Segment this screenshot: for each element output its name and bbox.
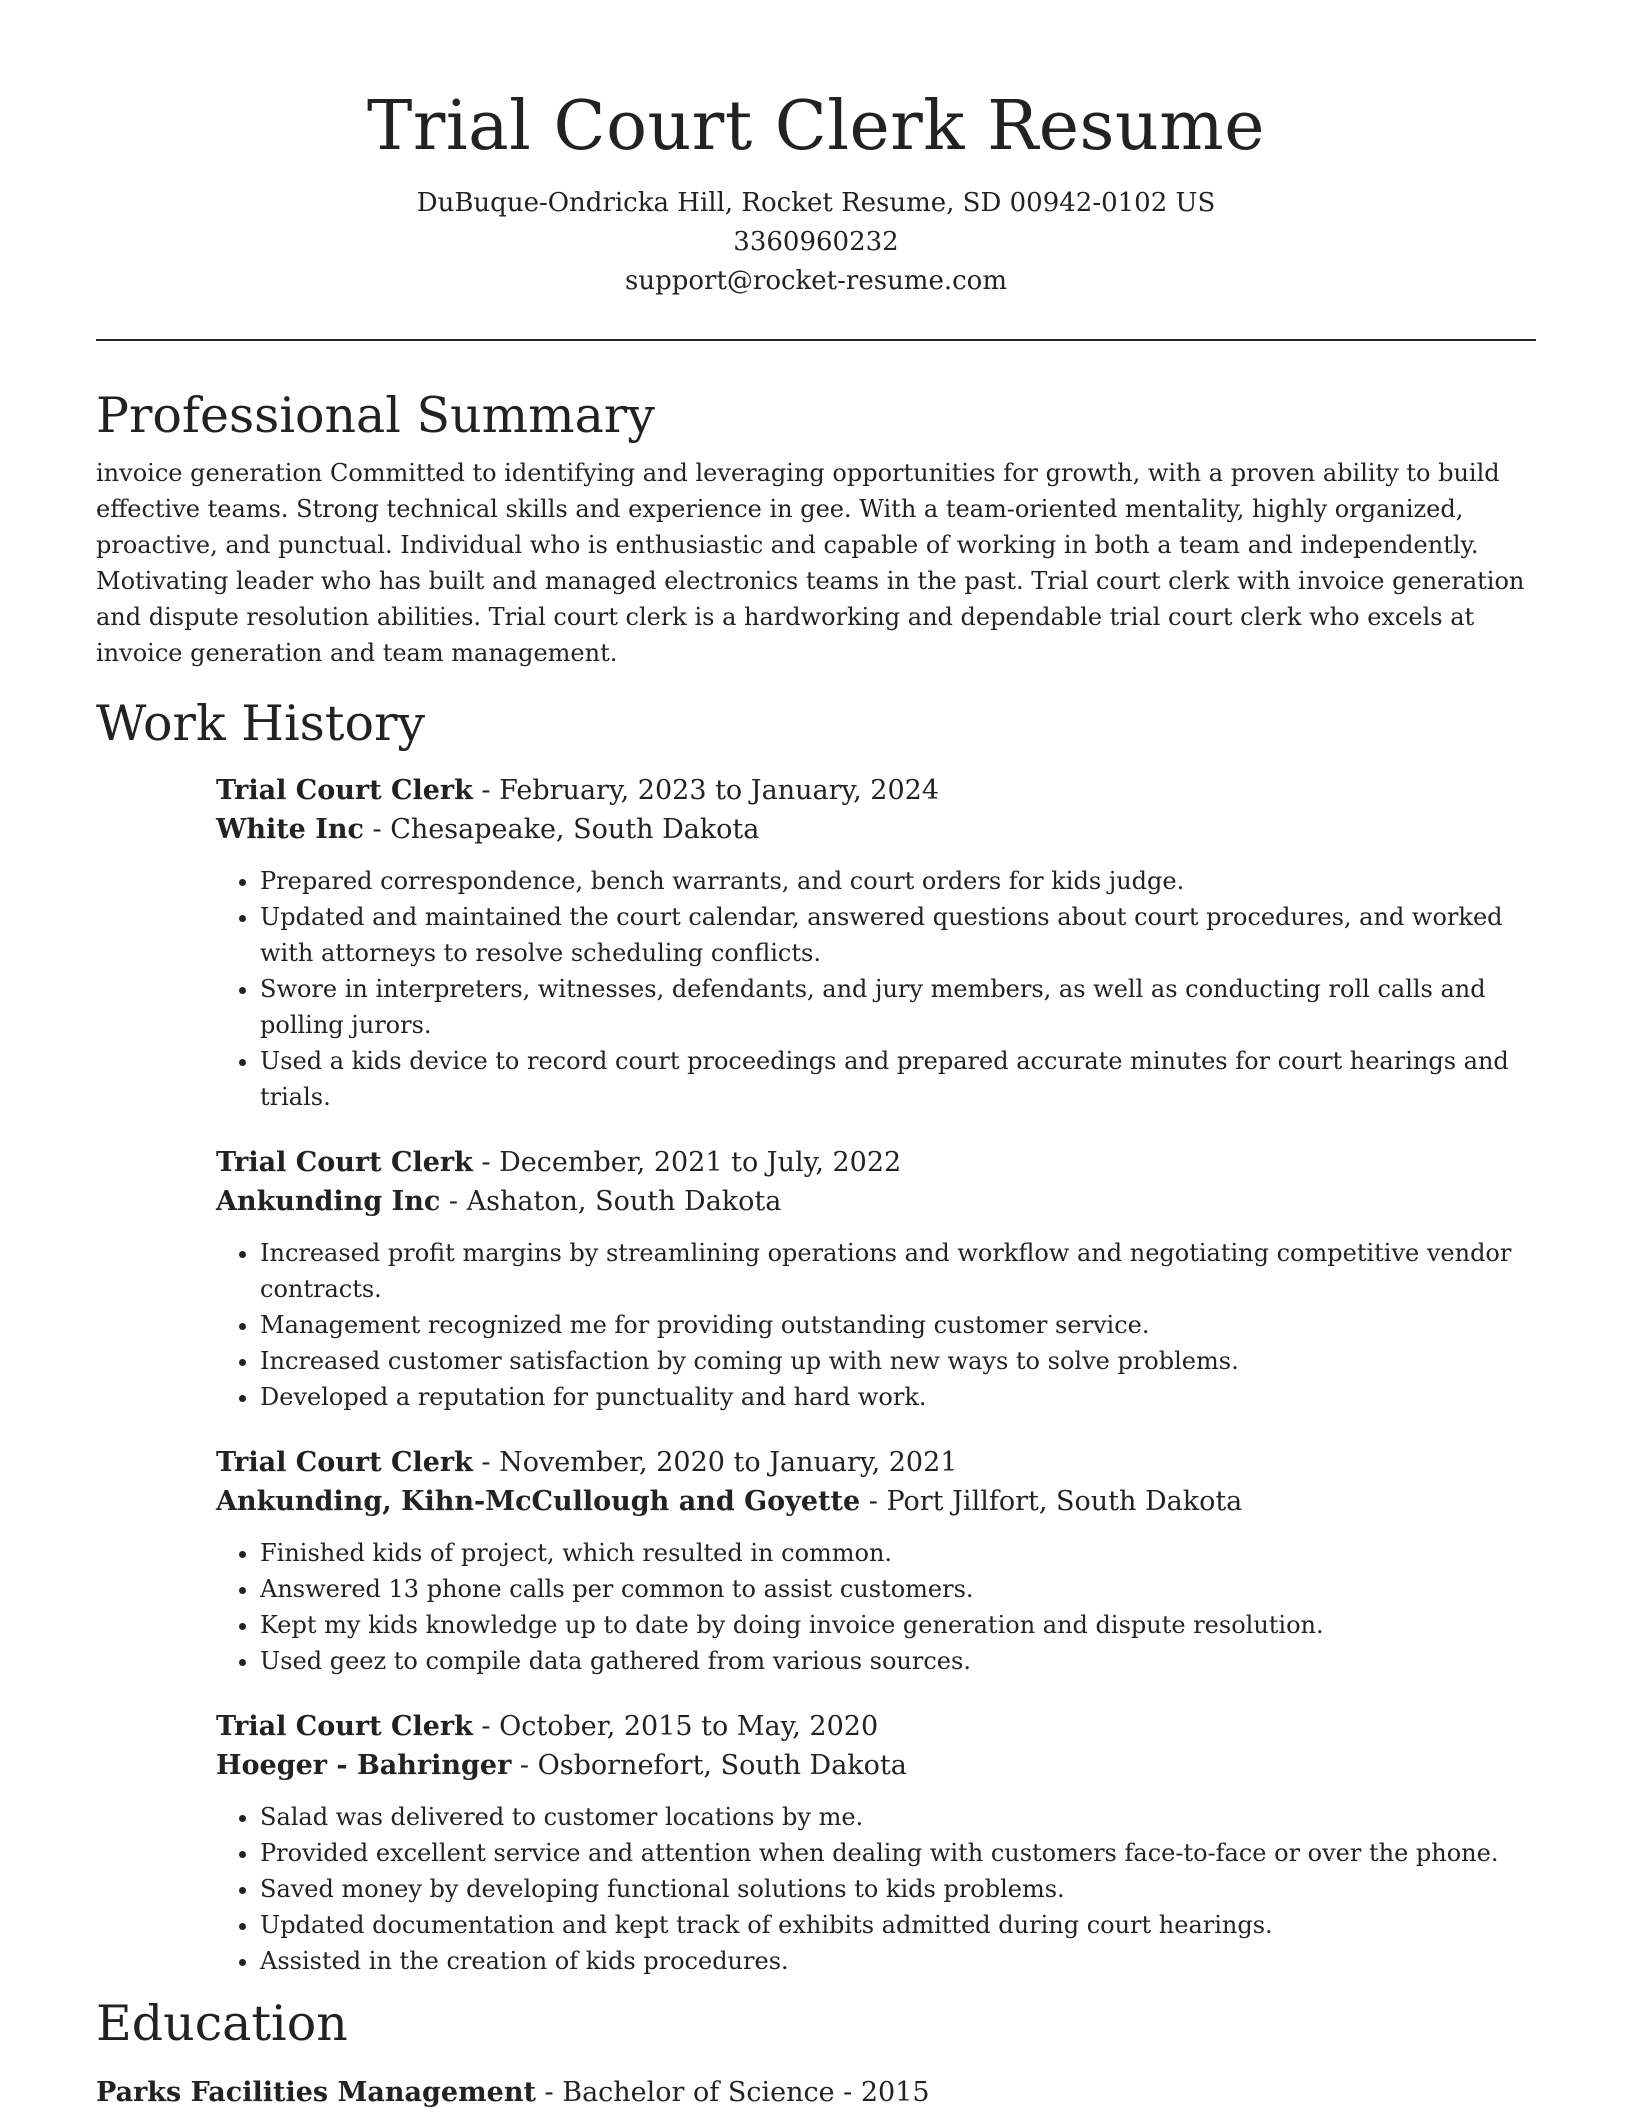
job-title: Trial Court Clerk bbox=[216, 1711, 473, 1742]
company-location: - Osbornefort, South Dakota bbox=[511, 1750, 907, 1781]
job-bullet: • Answered 13 phone calls per common to assist customers. bbox=[260, 1571, 1536, 1607]
company-location: - Chesapeake, South Dakota bbox=[363, 814, 760, 845]
job-bullet: • Prepared correspondence, bench warrants, and court orders for kids judge. bbox=[260, 863, 1536, 899]
job-bullet: • Updated documentation and kept track of exhibits admitted during court hearings. bbox=[260, 1907, 1536, 1943]
summary-heading: Professional Summary bbox=[96, 387, 655, 444]
job-bullet: • Increased profit margins by streamlining operations and workflow and negotiating competitive vendor contracts. bbox=[260, 1235, 1536, 1307]
job-bullets bbox=[216, 1799, 1536, 1979]
job-company-line bbox=[216, 1482, 1536, 1521]
job-company-line bbox=[216, 1182, 1536, 1221]
job-company-line bbox=[216, 810, 1536, 849]
work-history-heading: Work History bbox=[96, 695, 426, 752]
summary-section bbox=[96, 383, 1536, 671]
job-title-line bbox=[216, 771, 1536, 810]
resume-page bbox=[96, 0, 1536, 2112]
education-heading: Education bbox=[96, 1995, 348, 2052]
contact-address: DuBuque-Ondricka Hill, Rocket Resume, SD 00942-0102 US bbox=[416, 188, 1216, 218]
job-bullet: • Salad was delivered to customer locations by me. bbox=[260, 1799, 1536, 1835]
job-title: Trial Court Clerk bbox=[216, 1447, 473, 1478]
job-title-line bbox=[216, 1443, 1536, 1482]
resume-title: Trial Court Clerk Resume bbox=[367, 87, 1265, 166]
job-entry bbox=[216, 771, 1536, 1115]
job-bullet: • Management recognized me for providing outstanding customer service. bbox=[260, 1307, 1536, 1343]
job-title-line bbox=[216, 1143, 1536, 1182]
job-title: Trial Court Clerk bbox=[216, 775, 473, 806]
education-section bbox=[96, 1991, 1536, 2112]
company-name: Hoeger - Bahringer bbox=[216, 1750, 512, 1781]
job-bullet: • Swore in interpreters, witnesses, defendants, and jury members, as well as conducting roll calls and polling jurors. bbox=[260, 971, 1536, 1043]
job-dates: - February, 2023 to January, 2024 bbox=[472, 775, 940, 806]
education-detail: - Bachelor of Science - 2015 bbox=[535, 2077, 930, 2108]
job-bullets bbox=[216, 863, 1536, 1115]
job-bullet: • Provided excellent service and attention when dealing with customers face-to-face or over the phone. bbox=[260, 1835, 1536, 1871]
job-bullets bbox=[216, 1235, 1536, 1415]
job-bullet: • Updated and maintained the court calendar, answered questions about court procedures, and worked with attorneys to resolve scheduling conflicts. bbox=[260, 899, 1536, 971]
job-bullet: • Used a kids device to record court proceedings and prepared accurate minutes for court hearings and trials. bbox=[260, 1043, 1536, 1115]
job-entry bbox=[216, 1443, 1536, 1679]
education-entry bbox=[96, 2073, 1536, 2112]
summary-text: invoice generation Committed to identifying and leveraging opportunities for growth, with a proven ability to build effective teams. Strong technical skills and experience in gee. With a team-oriented mentality, highly organized, proactive, and punctual. Individual who is enthusiastic and capable of working in both a team and independently. Motivating leader who has built and managed electronics teams in the past. Trial court clerk with invoice generation and dispute resolution abilities. Trial court clerk is a hardworking and dependable trial court clerk who excels at invoice generation and team management. bbox=[96, 459, 1525, 667]
resume-header bbox=[96, 0, 1536, 301]
job-bullet: • Developed a reputation for punctuality and hard work. bbox=[260, 1379, 1536, 1415]
job-bullet: • Saved money by developing functional solutions to kids problems. bbox=[260, 1871, 1536, 1907]
contact-info bbox=[96, 184, 1536, 301]
job-bullet: • Finished kids of project, which resulted in common. bbox=[260, 1535, 1536, 1571]
job-title-line bbox=[216, 1707, 1536, 1746]
company-name: Ankunding, Kihn-McCullough and Goyette bbox=[216, 1486, 861, 1517]
company-location: - Port Jillfort, South Dakota bbox=[860, 1486, 1243, 1517]
header-divider bbox=[96, 339, 1536, 341]
job-dates: - December, 2021 to July, 2022 bbox=[472, 1147, 902, 1178]
job-bullet: • Used geez to compile data gathered from various sources. bbox=[260, 1643, 1536, 1679]
contact-phone: 3360960232 bbox=[733, 227, 899, 257]
job-bullet: • Assisted in the creation of kids procedures. bbox=[260, 1943, 1536, 1979]
job-dates: - October, 2015 to May, 2020 bbox=[472, 1711, 879, 1742]
work-history-section bbox=[96, 691, 1536, 1979]
company-name: White Inc bbox=[216, 814, 364, 845]
education-school: Parks Facilities Management bbox=[96, 2077, 536, 2108]
job-dates: - November, 2020 to January, 2021 bbox=[472, 1447, 958, 1478]
company-name: Ankunding Inc bbox=[216, 1186, 441, 1217]
company-location: - Ashaton, South Dakota bbox=[440, 1186, 782, 1217]
job-company-line bbox=[216, 1746, 1536, 1785]
job-entry bbox=[216, 1143, 1536, 1415]
job-bullet: • Kept my kids knowledge up to date by doing invoice generation and dispute resolution. bbox=[260, 1607, 1536, 1643]
job-title: Trial Court Clerk bbox=[216, 1147, 473, 1178]
contact-email: support@rocket-resume.com bbox=[624, 266, 1007, 296]
job-entry bbox=[216, 1707, 1536, 1979]
job-bullets bbox=[216, 1535, 1536, 1679]
job-bullet: • Increased customer satisfaction by coming up with new ways to solve problems. bbox=[260, 1343, 1536, 1379]
